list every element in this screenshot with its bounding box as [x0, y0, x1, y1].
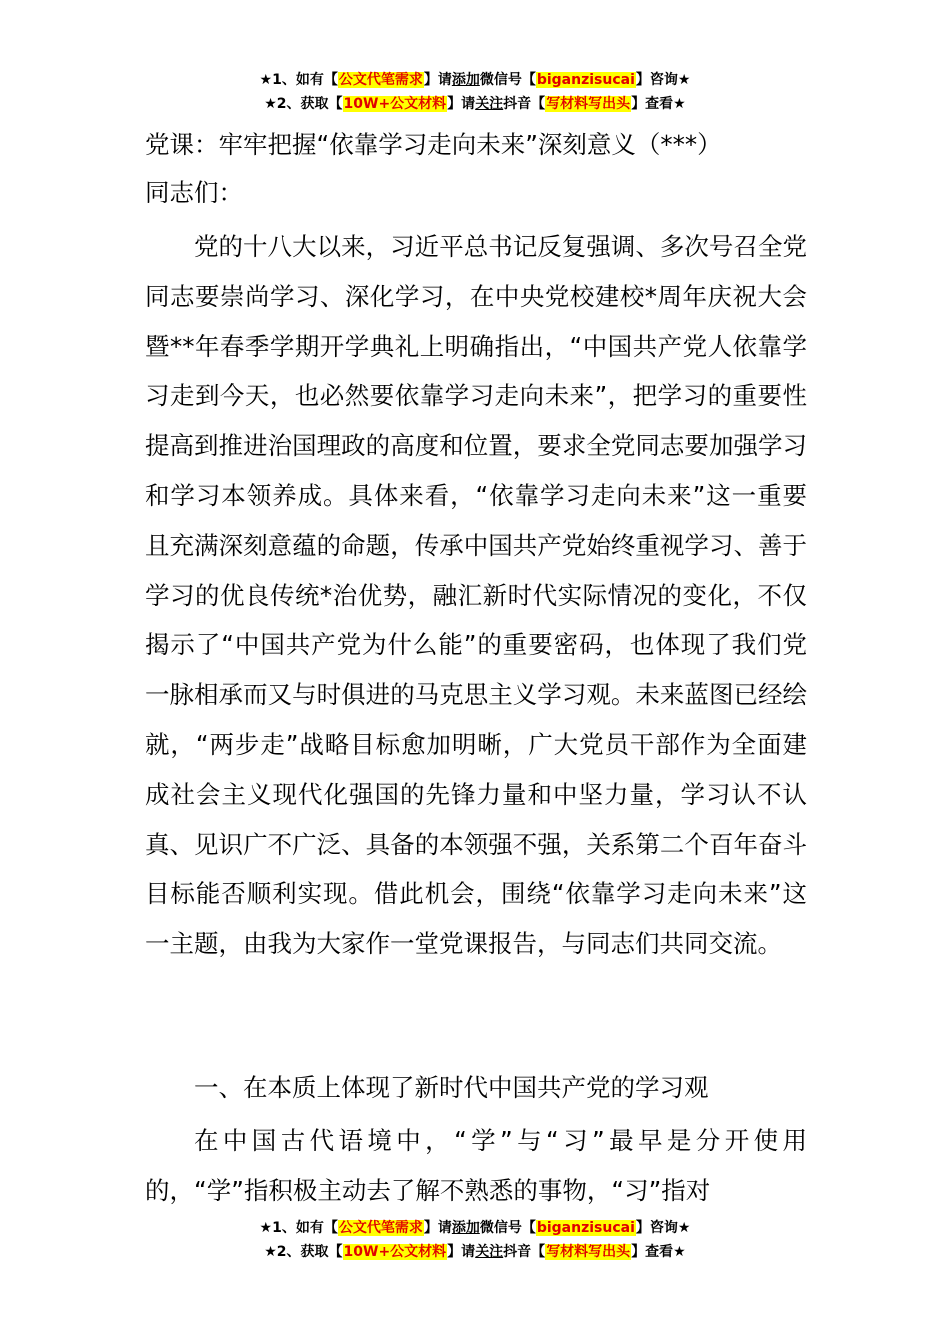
banner-line-2 — [0, 92, 950, 116]
banner-text: 】请 — [447, 96, 476, 112]
banner-text: 】请 — [423, 1220, 452, 1236]
section-heading: 一、在本质上体现了新时代中国共产党的学习观 — [194, 1073, 709, 1102]
bottom-banner — [0, 1216, 950, 1264]
top-banner — [0, 68, 950, 116]
banner-text: 】咨询★ — [635, 1220, 691, 1236]
banner-text: ★2、获取【 — [264, 1244, 343, 1260]
highlight-wechat-id: biganzisucai — [536, 72, 635, 88]
highlight-materials: 10W+公文材料 — [343, 1244, 447, 1260]
banner-text: 】查看★ — [631, 96, 686, 112]
banner-text: 抖音【 — [503, 96, 546, 112]
banner-text: 微信号【 — [479, 1220, 536, 1236]
underlined-word: 添加 — [451, 72, 480, 88]
underlined-word: 关注 — [475, 96, 504, 112]
highlight-materials: 10W+公文材料 — [343, 96, 447, 112]
banner-line-1 — [0, 1216, 950, 1240]
salutation: 同志们： — [145, 178, 243, 207]
highlight-douyin-id: 写材料写出头 — [546, 1244, 631, 1260]
highlight-wechat-id: biganzisucai — [536, 1220, 635, 1236]
underlined-word: 添加 — [451, 1220, 480, 1236]
banner-line-1 — [0, 68, 950, 92]
banner-text: ★1、如有【 — [259, 72, 338, 88]
banner-text: 】请 — [423, 72, 452, 88]
body-paragraph: 党的十八大以来，习近平总书记反复强调、多次号召全党同志要崇尚学习、深化学习，在中央党校建校*周年庆祝大会暨**年春季学期开学典礼上明确指出，“中国共产党人依靠学习走到今天，也必然要依靠学习走向未来”，把学习的重要性提高到推进治国理政的高度和位置，要求全党同志要加强学习和学习本领养成。具体来看，“依靠学习走向未来”这一重要且充满深刻意蕴的命题，传承中国共产党始终重视学习、善于学习的优良传统*治优势，融汇新时代实际情况的变化，不仅揭示了“中国共产党为什么能”的重要密码，也体现了我们党一脉相承而又与时俱进的马克思主义学习观。未来蓝图已经绘就，“两步走”战略目标愈加明晰，广大党员干部作为全面建成社会主义现代化强国的先锋力量和中坚力量，学习认不认真、见识广不广泛、具备的本领强不强，关系第二个百年奋斗目标能否顺利实现。借此机会，围绕“依靠学习走向未来”这一主题，由我为大家作一堂党课报告，与同志们共同交流。 — [145, 232, 807, 959]
banner-text: 抖音【 — [503, 1244, 546, 1260]
underlined-word: 关注 — [475, 1244, 504, 1260]
document-title: 党课：牢牢把握“依靠学习走向未来”深刻意义（***） — [145, 130, 722, 159]
body-paragraph: 在中国古代语境中，“学”与“习”最早是分开使用的，“学”指积极主动去了解不熟悉的事物，“习”指对 — [145, 1126, 807, 1205]
banner-text: ★2、获取【 — [264, 96, 343, 112]
banner-text: ★1、如有【 — [259, 1220, 338, 1236]
highlight-douyin-id: 写材料写出头 — [546, 96, 631, 112]
highlight-service: 公文代笔需求 — [338, 1220, 423, 1236]
banner-text: 微信号【 — [479, 72, 536, 88]
banner-text: 】咨询★ — [635, 72, 691, 88]
banner-text: 】查看★ — [631, 1244, 686, 1260]
banner-line-2 — [0, 1240, 950, 1264]
highlight-service: 公文代笔需求 — [338, 72, 423, 88]
banner-text: 】请 — [447, 1244, 476, 1260]
